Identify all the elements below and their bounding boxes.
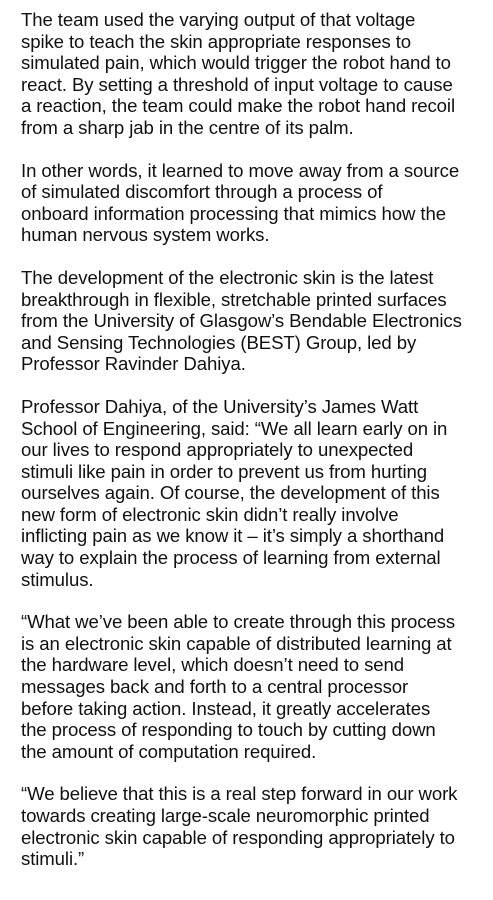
paragraph-line: from a sharp jab in the centre of its palm. <box>21 116 354 138</box>
article-paragraph <box>21 267 479 375</box>
paragraph-line: human nervous system works. <box>21 224 270 246</box>
paragraph-line: The development of the electronic skin is the latest <box>21 266 434 288</box>
paragraph-line: In other words, it learned to move away from a source <box>21 159 460 181</box>
paragraph-line: spike to teach the skin appropriate responses to <box>21 30 412 52</box>
paragraph-line: of simulated discomfort through a process of <box>21 181 383 203</box>
paragraph-line: School of Engineering, said: “We all learn early on in <box>21 417 448 439</box>
paragraph-line: messages back and forth to a central processor <box>21 676 409 698</box>
paragraph-line: electronic skin capable of responding appropriately to <box>21 826 455 848</box>
paragraph-line: The team used the varying output of that voltage <box>21 9 416 30</box>
paragraph-line: “We believe that this is a real step forward in our work <box>21 783 458 805</box>
paragraph-line: “What we’ve been able to create through this process <box>21 611 456 633</box>
article-paragraph <box>21 783 479 869</box>
paragraph-line: inflicting pain as we know it – it’s simply a shorthand <box>21 525 445 547</box>
paragraph-line: way to explain the process of learning from external <box>21 547 441 569</box>
paragraph-line: before taking action. Instead, it greatly accelerates <box>21 697 431 719</box>
paragraph-line: Professor Dahiya, of the University’s James Watt <box>21 395 419 417</box>
paragraph-line: the amount of computation required. <box>21 740 317 762</box>
paragraph-line: stimuli.” <box>21 848 85 870</box>
article-paragraph <box>21 160 479 246</box>
paragraph-line: and Sensing Technologies (BEST) Group, led by <box>21 331 417 353</box>
paragraph-line: react. By setting a threshold of input voltage to cause <box>21 73 453 95</box>
paragraph-line: ourselves again. Of course, the development of this <box>21 482 440 504</box>
paragraph-line: stimuli like pain in order to prevent us from hurting <box>21 460 428 482</box>
paragraph-line: stimulus. <box>21 568 94 590</box>
article-paragraph <box>21 396 479 590</box>
paragraph-line: our lives to respond appropriately to unexpected <box>21 439 414 461</box>
paragraph-line: new form of electronic skin didn’t really involve <box>21 503 399 525</box>
paragraph-line: onboard information processing that mimics how the <box>21 202 446 224</box>
paragraph-line: a reaction, the team could make the robot hand recoil <box>21 95 455 117</box>
paragraph-line: from the University of Glasgow’s Bendable Electronics <box>21 310 462 332</box>
article-paragraph <box>21 611 479 762</box>
paragraph-line: the hardware level, which doesn’t need to send <box>21 654 405 676</box>
paragraph-line: Professor Ravinder Dahiya. <box>21 353 246 375</box>
paragraph-line: breakthrough in flexible, stretchable printed surfaces <box>21 288 447 310</box>
article-paragraph <box>21 9 479 139</box>
paragraph-line: towards creating large-scale neuromorphic printed <box>21 805 430 826</box>
paragraph-line: the process of responding to touch by cutting down <box>21 719 436 741</box>
paragraph-line: simulated pain, which would trigger the robot hand to <box>21 52 451 74</box>
paragraph-line: is an electronic skin capable of distributed learning at <box>21 632 452 654</box>
